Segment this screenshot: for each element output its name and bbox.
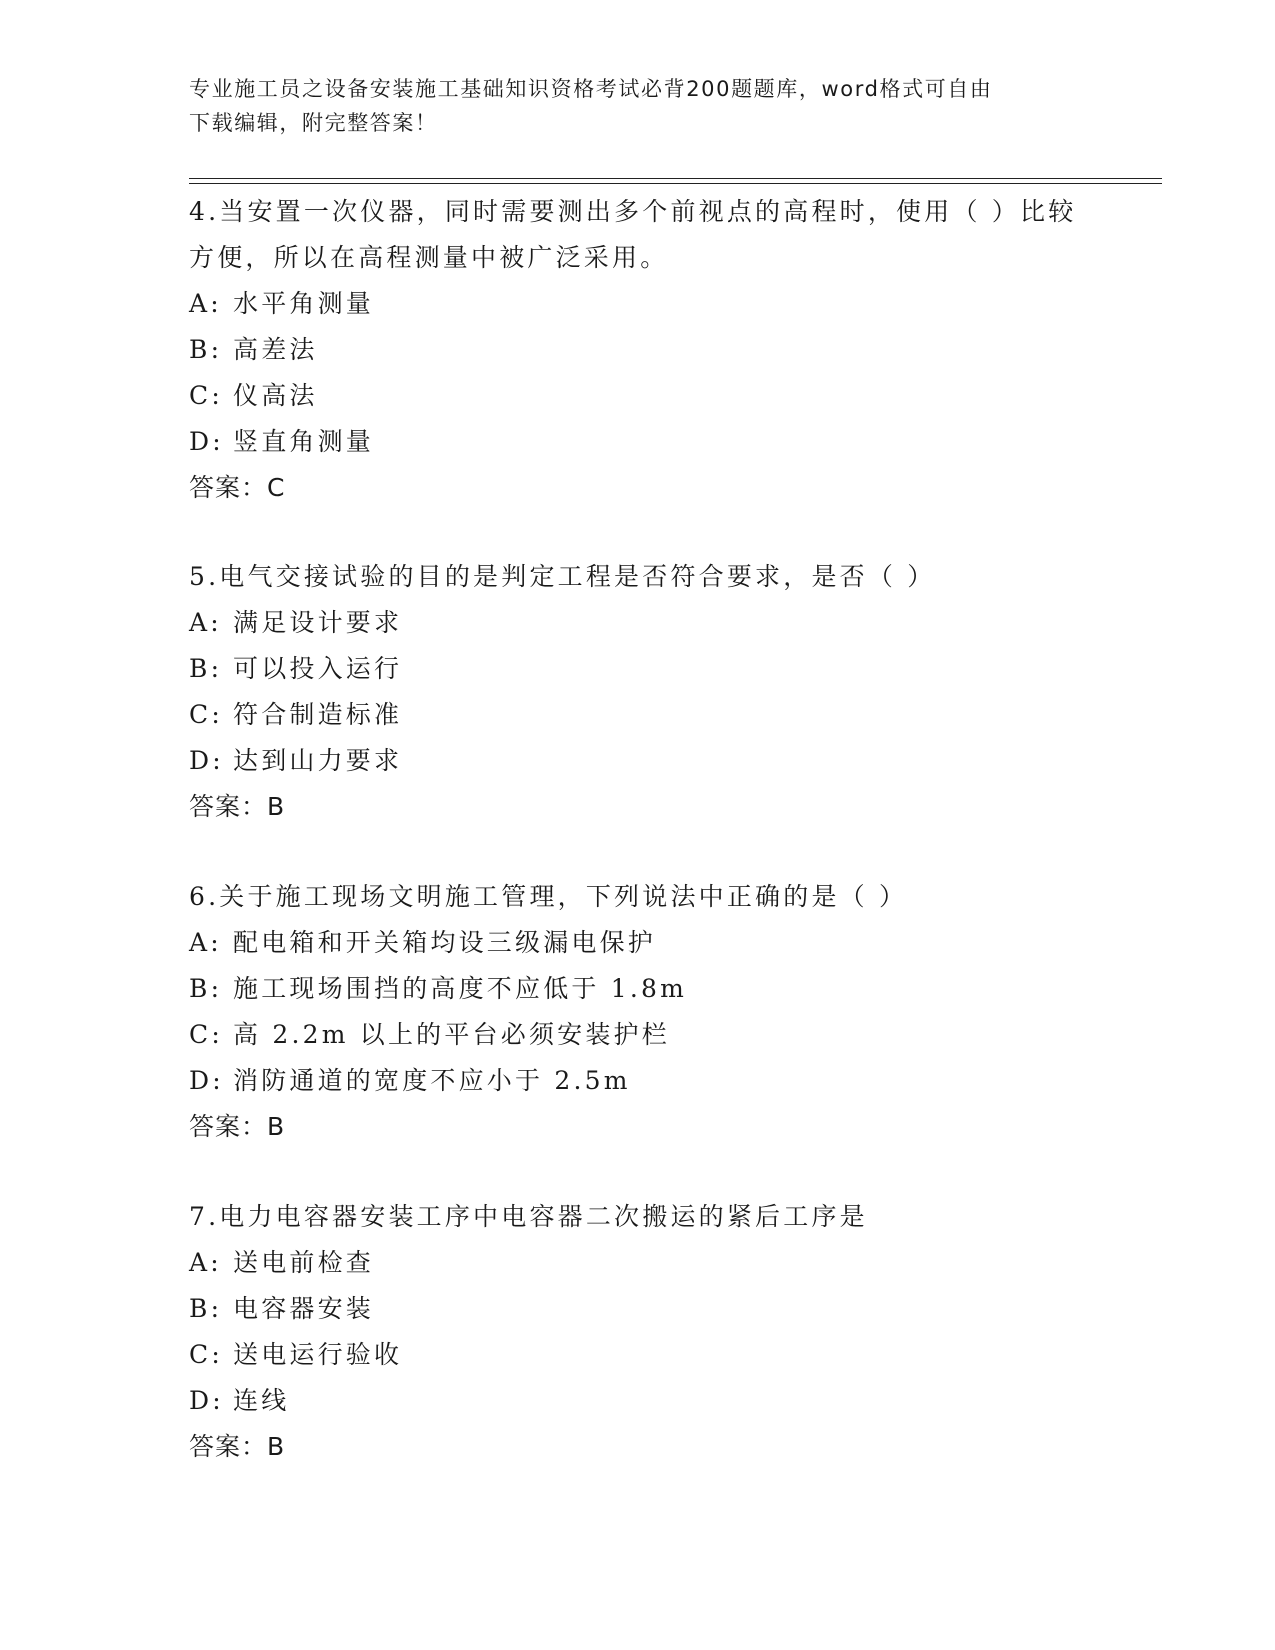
option-text: 高差法 — [233, 335, 318, 364]
option-text: 仪高法 — [233, 381, 318, 410]
option-text: 可以投入运行 — [233, 654, 403, 683]
option-label: D: — [189, 746, 224, 775]
header-divider-top — [189, 178, 1162, 179]
document-header: 专业施工员之设备安装施工基础知识资格考试必背200题题库，word格式可自由 下载编辑，附完整答案！ — [189, 77, 993, 135]
option-text: 水平角测量 — [233, 289, 375, 318]
option-label: A: — [189, 1248, 222, 1277]
answer: 答案：C — [189, 473, 286, 502]
option-c — [189, 692, 1089, 738]
option-text: 满足设计要求 — [233, 608, 403, 637]
option-text: 配电箱和开关箱均设三级漏电保护 — [233, 928, 657, 957]
option-c — [189, 1332, 1089, 1378]
question-text: 6.关于施工现场文明施工管理，下列说法中正确的是（ ） — [189, 882, 908, 911]
option-text: 施工现场围挡的高度不应低于 1.8m — [233, 974, 688, 1003]
option-label: D: — [189, 1386, 224, 1415]
question-text: 5.电气交接试验的目的是判定工程是否符合要求，是否（ ） — [189, 562, 936, 591]
option-text: 送电前检查 — [233, 1248, 375, 1277]
option-label: C: — [189, 1340, 223, 1369]
option-text: 高 2.2m 以上的平台必须安装护栏 — [233, 1020, 670, 1049]
answer: 答案：B — [189, 1432, 286, 1461]
option-label: C: — [189, 700, 223, 729]
option-c — [189, 1012, 1089, 1058]
option-text: 达到山力要求 — [233, 746, 403, 775]
option-text: 电容器安装 — [233, 1294, 375, 1323]
answer: 答案：B — [189, 1112, 286, 1141]
option-d — [189, 738, 1089, 784]
option-b — [189, 1286, 1089, 1332]
option-c — [189, 373, 1089, 419]
question-6 — [189, 874, 1089, 1150]
option-a — [189, 600, 1089, 646]
question-5 — [189, 554, 1089, 830]
option-text: 送电运行验收 — [233, 1340, 403, 1369]
option-label: B: — [189, 974, 223, 1003]
option-label: D: — [189, 1066, 224, 1095]
option-d — [189, 419, 1089, 465]
question-4 — [189, 189, 1089, 511]
option-label: A: — [189, 608, 222, 637]
question-text: 7.电力电容器安装工序中电容器二次搬运的紧后工序是 — [189, 1202, 868, 1231]
option-label: D: — [189, 427, 224, 456]
option-label: B: — [189, 1294, 223, 1323]
option-b — [189, 966, 1089, 1012]
option-a — [189, 281, 1089, 327]
option-d — [189, 1058, 1089, 1104]
option-b — [189, 646, 1089, 692]
option-text: 连线 — [233, 1386, 290, 1415]
option-d — [189, 1378, 1089, 1424]
option-label: C: — [189, 1020, 223, 1049]
question-7 — [189, 1194, 1089, 1470]
option-label: B: — [189, 654, 223, 683]
option-text: 符合制造标准 — [233, 700, 403, 729]
option-text: 竖直角测量 — [233, 427, 375, 456]
option-label: A: — [189, 289, 222, 318]
option-a — [189, 920, 1089, 966]
option-b — [189, 327, 1089, 373]
option-text: 消防通道的宽度不应小于 2.5m — [233, 1066, 631, 1095]
option-a — [189, 1240, 1089, 1286]
answer: 答案：B — [189, 792, 286, 821]
question-text: 4.当安置一次仪器，同时需要测出多个前视点的高程时，使用（ ）比较方便，所以在高程测量中被广泛采用。 — [189, 197, 1077, 272]
header-divider-bottom — [189, 183, 1162, 184]
option-label: B: — [189, 335, 223, 364]
option-label: C: — [189, 381, 223, 410]
option-label: A: — [189, 928, 222, 957]
